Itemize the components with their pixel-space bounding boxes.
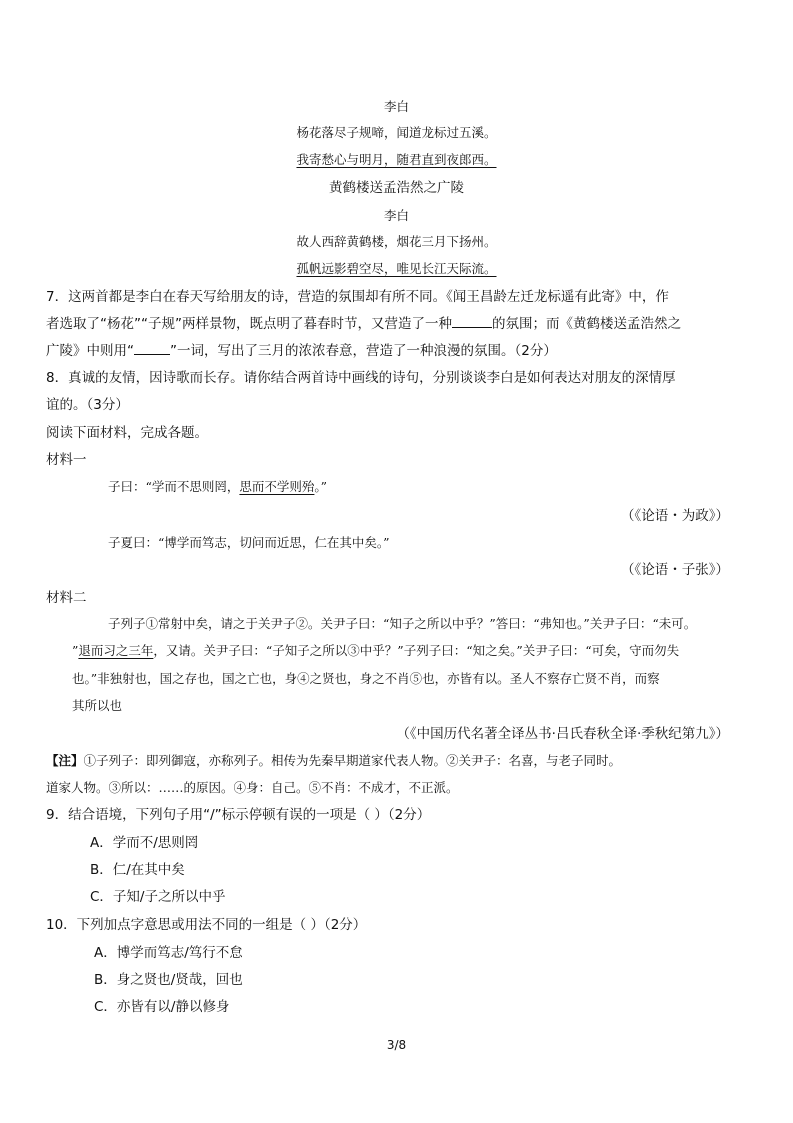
material2-source: （《中国历代名著全译丛书·吕氏春秋全译·季秋纪第九》） [396, 726, 729, 742]
q7-blank1[interactable] [452, 315, 492, 328]
material2-line4: 其所以也 [72, 698, 123, 713]
material2-line2c: ，又请。关尹子曰：“子知子之所以③中乎？”子列子曰：“知之矣。”关尹子曰：“可矣，守而勿失 [153, 643, 680, 658]
material1-quote1 [108, 478, 327, 496]
q9-option-b[interactable]: B．仁/在其中矣 [90, 862, 185, 878]
q7-line3b: ”一词，写出了三月的浓浓春意，营造了一种浪漫的氛围。（2分） [170, 343, 557, 359]
reading-intro: 阅读下面材料，完成各题。 [46, 425, 208, 441]
q10-option-a[interactable]: A．博学而笃志/笃行不怠 [94, 945, 243, 961]
poem2-title: 黄鹤楼送孟浩然之广陵 [329, 180, 464, 196]
q9-option-a[interactable]: A．学而不/思则罔 [90, 835, 199, 851]
q7-line2a: 者选取了“杨花”“子规”两样景物，既点明了暮春时节，又营造了一种 [46, 316, 452, 332]
poem1-line2-underlined: 我寄愁心与明月，随君直到夜郎西。 [296, 152, 497, 167]
q10-option-c[interactable]: C．亦皆有以/静以修身 [94, 999, 230, 1015]
poem1-author: 李白 [383, 99, 409, 114]
q7-blank2[interactable] [134, 342, 170, 355]
q8-line2: 谊的。（3分） [46, 397, 129, 413]
poem1-line1: 杨花落尽子规啼，闻道龙标过五溪。 [296, 125, 497, 140]
notes-label: 【注】 [46, 753, 84, 768]
material1-source2: （《论语・子张》） [621, 562, 729, 578]
q7-line2b: 的氛围；而《黄鹤楼送孟浩然之 [491, 316, 681, 332]
q10-option-b[interactable]: B．身之贤也/贤哉，回也 [94, 972, 243, 988]
material1-quote2: 子夏曰：“博学而笃志，切问而近思，仁在其中矣。” [108, 535, 390, 550]
material2-line2-underlined: 退而习之三年 [78, 643, 154, 658]
material1-source1: （《论语・为政》） [621, 508, 729, 524]
material2-line1: 子列子①常射中矣，请之于关尹子②。关尹子曰：“知子之所以中乎？”答曰：“弗知也。”关尹子曰：“未可。 [108, 616, 697, 631]
material1-label: 材料一 [46, 452, 87, 468]
q7-line3 [46, 342, 557, 360]
notes-line1 [46, 752, 621, 770]
poem1-line2 [0, 151, 793, 169]
q7-line2 [46, 315, 681, 333]
material1-quote1-underlined: 思而不学则殆 [239, 479, 315, 494]
notes-line1-text: ①子列子：即列御寇，亦称列子。相传为先秦早期道家代表人物。②关尹子：名喜，与老子同时。 [83, 753, 622, 768]
material2-line2a: ” [72, 643, 79, 658]
notes-line2: 道家人物。③所以：……的原因。④身：自己。⑤不肖：不成才，不正派。 [46, 780, 459, 795]
material2-label: 材料二 [46, 590, 87, 606]
q10-stem: 10．下列加点字意思或用法不同的一组是（ ）（2分） [46, 917, 367, 933]
poem2-line2-underlined: 孤帆远影碧空尽，唯见长江天际流。 [296, 261, 497, 276]
poem2-line1: 故人西辞黄鹤楼，烟花三月下扬州。 [296, 234, 497, 249]
q7-line3a: 广陵》中则用“ [46, 343, 134, 359]
q7-line1: 7．这两首都是李白在春天写给朋友的诗，营造的氛围却有所不同。《闻王昌龄左迁龙标遥有此寄》中，作 [46, 289, 669, 305]
poem2-author: 李白 [383, 208, 409, 223]
material2-line2 [72, 642, 679, 660]
material1-quote1a: 子曰：“学而不思则罔， [108, 479, 240, 494]
page-number: 3/8 [386, 1038, 407, 1052]
q9-stem: 9．结合语境，下列句子用“/”标示停顿有误的一项是（ ）（2分） [46, 807, 431, 823]
poem2-line2 [0, 260, 793, 278]
material2-line3: 也。”非独射也，国之存也，国之亡也，身④之贤也，身之不肖⑤也，亦皆有以。圣人不察存亡贤不肖，而察 [72, 671, 660, 686]
q9-option-c[interactable]: C．子知/子之所以中乎 [90, 889, 226, 905]
material1-quote1c: 。” [314, 479, 328, 494]
q8-line1: 8．真诚的友情，因诗歌而长存。请你结合两首诗中画线的诗句，分别谈谈李白是如何表达对朋友的深情厚 [46, 370, 676, 386]
